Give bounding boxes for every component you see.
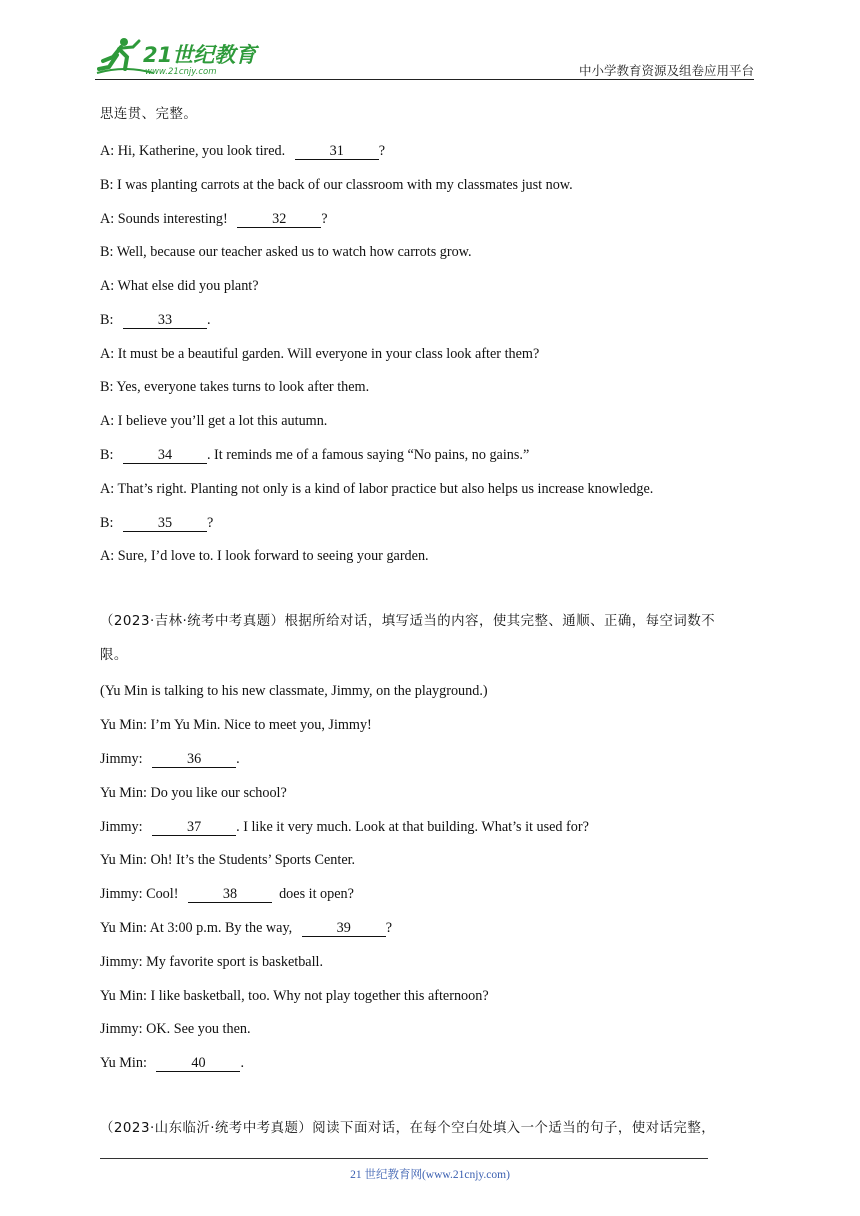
dialog-text: Jimmy: (100, 751, 147, 767)
dialog-text: Jimmy: (100, 819, 147, 835)
dialog-text: Yu Min: Oh! It’s the Students’ Sports Center. (100, 852, 356, 868)
dialog-line (100, 784, 287, 802)
dialog-text: B: Yes, everyone takes turns to look after them. (100, 379, 370, 395)
dialog-line (100, 919, 392, 937)
dialog-text: Yu Min: I like basketball, too. Why not play together this afternoon? (100, 988, 489, 1004)
header-divider (95, 79, 754, 80)
svg-text:www.21cnjy.com: www.21cnjy.com (145, 67, 217, 77)
section3-instruction: （2023·山东临沂·统考中考真题）阅读下面对话，在每个空白处填入一个适当的句子，使对话完整， (100, 1121, 716, 1136)
dialog-text: A: It must be a beautiful garden. Will everyone in your class look after them? (100, 346, 540, 362)
dialog-text: ? (206, 515, 214, 531)
dialog-text: A: What else did you plant? (100, 278, 259, 294)
dialog-text: . (206, 312, 211, 328)
dialog-text: A: That’s right. Planting not only is a kind of labor practice but also helps us increase knowledge. (100, 481, 654, 497)
footer-divider (100, 1158, 708, 1159)
dialog-line (100, 311, 211, 329)
dialog-text: B: (100, 312, 117, 328)
dialog-text: Yu Min: (100, 1055, 151, 1071)
section2-instruction-cont: 限。 (100, 648, 128, 663)
answer-blank[interactable]: 35 (123, 516, 207, 532)
dialog-line (100, 210, 328, 228)
dialog-line (100, 716, 372, 734)
platform-title: 中小学教育资源及组卷应用平台 (578, 63, 754, 78)
dialog-line (100, 446, 529, 464)
dialog-line (100, 818, 589, 836)
dialog-text: . I like it very much. Look at that building. What’s it used for? (236, 819, 589, 835)
dialog-line (100, 412, 327, 430)
section1-intro: 思连贯、完整。 (100, 107, 198, 122)
answer-blank[interactable]: 37 (152, 820, 236, 836)
dialog-text: B: Well, because our teacher asked us to watch how carrots grow. (100, 244, 472, 260)
answer-blank[interactable]: 36 (152, 752, 236, 768)
dialog-text: Yu Min: At 3:00 p.m. By the way, (100, 920, 296, 936)
section2-scene: (Yu Min is talking to his new classmate, Jimmy, on the playground.) (100, 683, 488, 699)
dialog-text: A: Hi, Katherine, you look tired. (100, 143, 289, 159)
dialog-line (100, 750, 240, 768)
page-header (0, 0, 860, 90)
dialog-text: . (240, 1055, 244, 1071)
dialog-line (100, 987, 489, 1005)
dialog-text: ? (378, 143, 386, 159)
dialog-line (100, 547, 429, 565)
dialog-line (100, 514, 213, 532)
dialog-text: A: Sounds interesting! (100, 211, 232, 227)
answer-blank[interactable]: 40 (156, 1056, 240, 1072)
dialog-line (100, 345, 539, 363)
dialog-line (100, 378, 369, 396)
dialog-line (100, 142, 385, 160)
dialog-text: . (236, 751, 240, 767)
dialog-text: Jimmy: OK. See you then. (100, 1021, 251, 1037)
answer-blank[interactable]: 39 (302, 921, 386, 937)
dialog-text: ? (385, 920, 393, 936)
footer-text: 21 世纪教育网(www.21cnjy.com) (350, 1169, 510, 1181)
dialog-line (100, 480, 653, 498)
dialog-text: B: (100, 515, 117, 531)
dialog-line (100, 953, 323, 971)
dialog-line (100, 176, 573, 194)
dialog-text: Jimmy: Cool! (100, 886, 182, 902)
dialog-text: Jimmy: My favorite sport is basketball. (100, 954, 324, 970)
section2-instruction: （2023·吉林·统考中考真题）根据所给对话，填写适当的内容，使其完整、通顺、正确，每空词数不 (100, 614, 716, 629)
dialog-line (100, 1020, 251, 1038)
answer-blank[interactable]: 33 (123, 313, 207, 329)
dialog-text: . It reminds me of a famous saying “No pains, no gains.” (206, 447, 530, 463)
runner-logo-icon (95, 35, 265, 79)
dialog-text: Yu Min: I’m Yu Min. Nice to meet you, Jimmy! (100, 717, 372, 733)
dialog-line (100, 243, 472, 261)
dialog-text: Yu Min: Do you like our school? (100, 785, 287, 801)
answer-blank[interactable]: 31 (295, 144, 379, 160)
dialog-text: B: I was planting carrots at the back of our classroom with my classmates just now. (100, 177, 573, 193)
dialog-line (100, 885, 354, 903)
answer-blank[interactable]: 34 (123, 448, 207, 464)
dialog-line (100, 851, 355, 869)
dialog-text: does it open? (271, 886, 354, 902)
svg-text:21世纪教育: 21世纪教育 (143, 43, 257, 67)
dialog-text: A: I believe you’ll get a lot this autumn. (100, 413, 328, 429)
dialog-line (100, 1054, 244, 1072)
dialog-text: ? (321, 211, 328, 227)
answer-blank[interactable]: 32 (237, 212, 321, 228)
dialog-text: A: Sure, I’d love to. I look forward to seeing your garden. (100, 548, 429, 564)
answer-blank[interactable]: 38 (188, 887, 272, 903)
dialog-text: B: (100, 447, 117, 463)
site-logo (95, 35, 265, 79)
dialog-line (100, 277, 259, 295)
